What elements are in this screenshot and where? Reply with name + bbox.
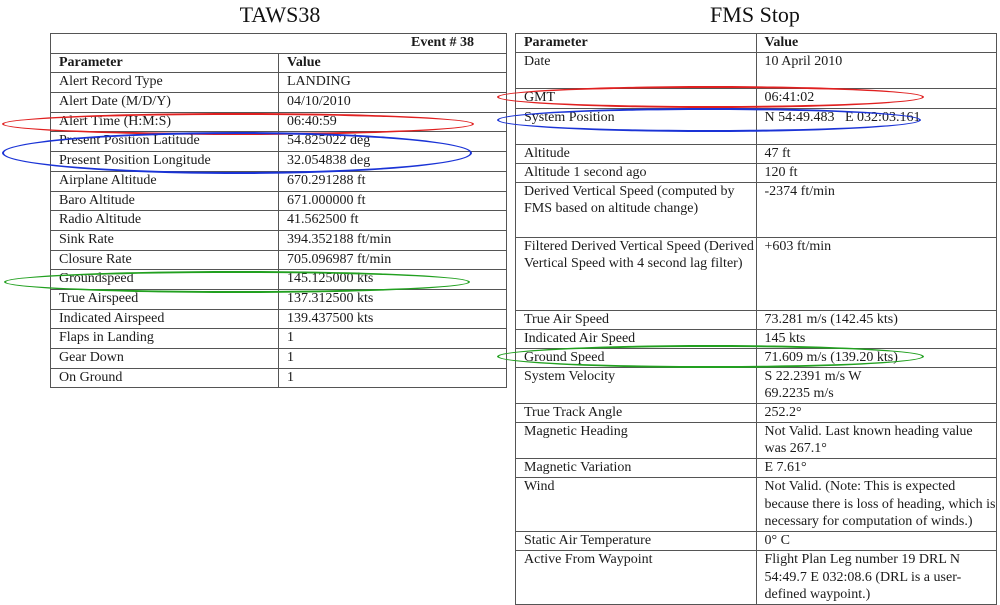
event-number: Event # 38 (51, 34, 507, 54)
table-row (516, 108, 997, 144)
parameter-cell: Ground Speed (516, 348, 757, 367)
table-row (51, 211, 507, 231)
table-row (51, 93, 507, 113)
table-row (516, 88, 997, 108)
value-cell: 04/10/2010 (279, 93, 507, 113)
value-cell: 120 ft (756, 163, 997, 182)
table-row (516, 477, 997, 531)
fms-table (515, 33, 997, 605)
parameter-cell: Indicated Air Speed (516, 329, 757, 348)
parameter-cell: True Track Angle (516, 403, 757, 422)
parameter-cell: Gear Down (51, 349, 279, 369)
parameter-cell: Magnetic Heading (516, 422, 757, 458)
table-row (51, 152, 507, 172)
table-row (516, 531, 997, 550)
table-row (516, 550, 997, 604)
parameter-cell: Alert Date (M/D/Y) (51, 93, 279, 113)
parameter-cell: GMT (516, 88, 757, 108)
table-row (516, 367, 997, 403)
parameter-cell: Altitude 1 second ago (516, 163, 757, 182)
table-row (51, 112, 507, 132)
taws-header-row (51, 53, 507, 73)
value-cell: Not Valid. Last known heading value was 267.1° (756, 422, 997, 458)
parameter-cell: Active From Waypoint (516, 550, 757, 604)
table-row (516, 144, 997, 163)
value-cell: LANDING (279, 73, 507, 93)
table-row (51, 191, 507, 211)
parameter-cell: Groundspeed (51, 270, 279, 290)
fms-title: FMS Stop (710, 2, 800, 27)
table-row (51, 132, 507, 152)
table-row (51, 250, 507, 270)
value-cell: 54.825022 deg (279, 132, 507, 152)
parameter-cell: True Airspeed (51, 289, 279, 309)
parameter-cell: Radio Altitude (51, 211, 279, 231)
parameter-cell: Baro Altitude (51, 191, 279, 211)
table-row (51, 73, 507, 93)
taws-header-value: Value (279, 53, 507, 73)
value-cell: 1 (279, 349, 507, 369)
table-row (51, 309, 507, 329)
fms-header-value: Value (756, 34, 997, 53)
parameter-cell: System Position (516, 108, 757, 144)
value-cell: 145 kts (756, 329, 997, 348)
parameter-cell: Present Position Longitude (51, 152, 279, 172)
table-row (516, 182, 997, 237)
value-cell: -2374 ft/min (756, 182, 997, 237)
parameter-cell: On Ground (51, 368, 279, 388)
value-cell: E 7.61° (756, 458, 997, 477)
value-cell: 32.054838 deg (279, 152, 507, 172)
parameter-cell: Filtered Derived Vertical Speed (Derived Vertical Speed with 4 second lag filter) (516, 237, 757, 310)
table-row (51, 329, 507, 349)
fms-header-parameter: Parameter (516, 34, 757, 53)
parameter-cell: Sink Rate (51, 230, 279, 250)
value-cell: 705.096987 ft/min (279, 250, 507, 270)
value-cell: 394.352188 ft/min (279, 230, 507, 250)
table-row (51, 230, 507, 250)
table-row (516, 52, 997, 88)
table-row (51, 171, 507, 191)
table-row (516, 403, 997, 422)
value-cell: N 54:49.483 E 032:03.161 (756, 108, 997, 144)
value-cell: 671.000000 ft (279, 191, 507, 211)
value-cell: S 22.2391 m/s W 69.2235 m/s (756, 367, 997, 403)
value-cell: 06:40:59 (279, 112, 507, 132)
table-row (516, 422, 997, 458)
value-cell: 71.609 m/s (139.20 kts) (756, 348, 997, 367)
parameter-cell: True Air Speed (516, 310, 757, 329)
table-row (51, 289, 507, 309)
parameter-cell: Static Air Temperature (516, 531, 757, 550)
parameter-cell: Alert Record Type (51, 73, 279, 93)
fms-header-row (516, 34, 997, 53)
taws-header-parameter: Parameter (51, 53, 279, 73)
value-cell: Not Valid. (Note: This is expected because there is loss of heading, which is necessary for computation of winds.) (756, 477, 997, 531)
value-cell: 47 ft (756, 144, 997, 163)
taws-table (50, 33, 507, 388)
value-cell: 41.562500 ft (279, 211, 507, 231)
parameter-cell: Magnetic Variation (516, 458, 757, 477)
value-cell: 1 (279, 329, 507, 349)
parameter-cell: Airplane Altitude (51, 171, 279, 191)
parameter-cell: System Velocity (516, 367, 757, 403)
table-row (51, 270, 507, 290)
parameter-cell: Wind (516, 477, 757, 531)
value-cell: Flight Plan Leg number 19 DRL N 54:49.7 E 032:08.6 (DRL is a user-defined waypoint.) (756, 550, 997, 604)
value-cell: +603 ft/min (756, 237, 997, 310)
value-cell: 06:41:02 (756, 88, 997, 108)
value-cell: 670.291288 ft (279, 171, 507, 191)
value-cell: 137.312500 kts (279, 289, 507, 309)
table-row (516, 237, 997, 310)
table-row (516, 329, 997, 348)
value-cell: 145.125000 kts (279, 270, 507, 290)
parameter-cell: Altitude (516, 144, 757, 163)
parameter-cell: Indicated Airspeed (51, 309, 279, 329)
table-row (51, 368, 507, 388)
parameter-cell: Flaps in Landing (51, 329, 279, 349)
value-cell: 10 April 2010 (756, 52, 997, 88)
value-cell: 73.281 m/s (142.45 kts) (756, 310, 997, 329)
taws-title: TAWS38 (239, 2, 321, 27)
value-cell: 252.2° (756, 403, 997, 422)
value-cell: 1 (279, 368, 507, 388)
table-row (516, 458, 997, 477)
table-row (516, 348, 997, 367)
value-cell: 139.437500 kts (279, 309, 507, 329)
taws-event-row (51, 34, 507, 54)
table-row (51, 349, 507, 369)
table-row (516, 310, 997, 329)
parameter-cell: Closure Rate (51, 250, 279, 270)
parameter-cell: Present Position Latitude (51, 132, 279, 152)
parameter-cell: Alert Time (H:M:S) (51, 112, 279, 132)
parameter-cell: Date (516, 52, 757, 88)
parameter-cell: Derived Vertical Speed (computed by FMS based on altitude change) (516, 182, 757, 237)
value-cell: 0° C (756, 531, 997, 550)
table-row (516, 163, 997, 182)
